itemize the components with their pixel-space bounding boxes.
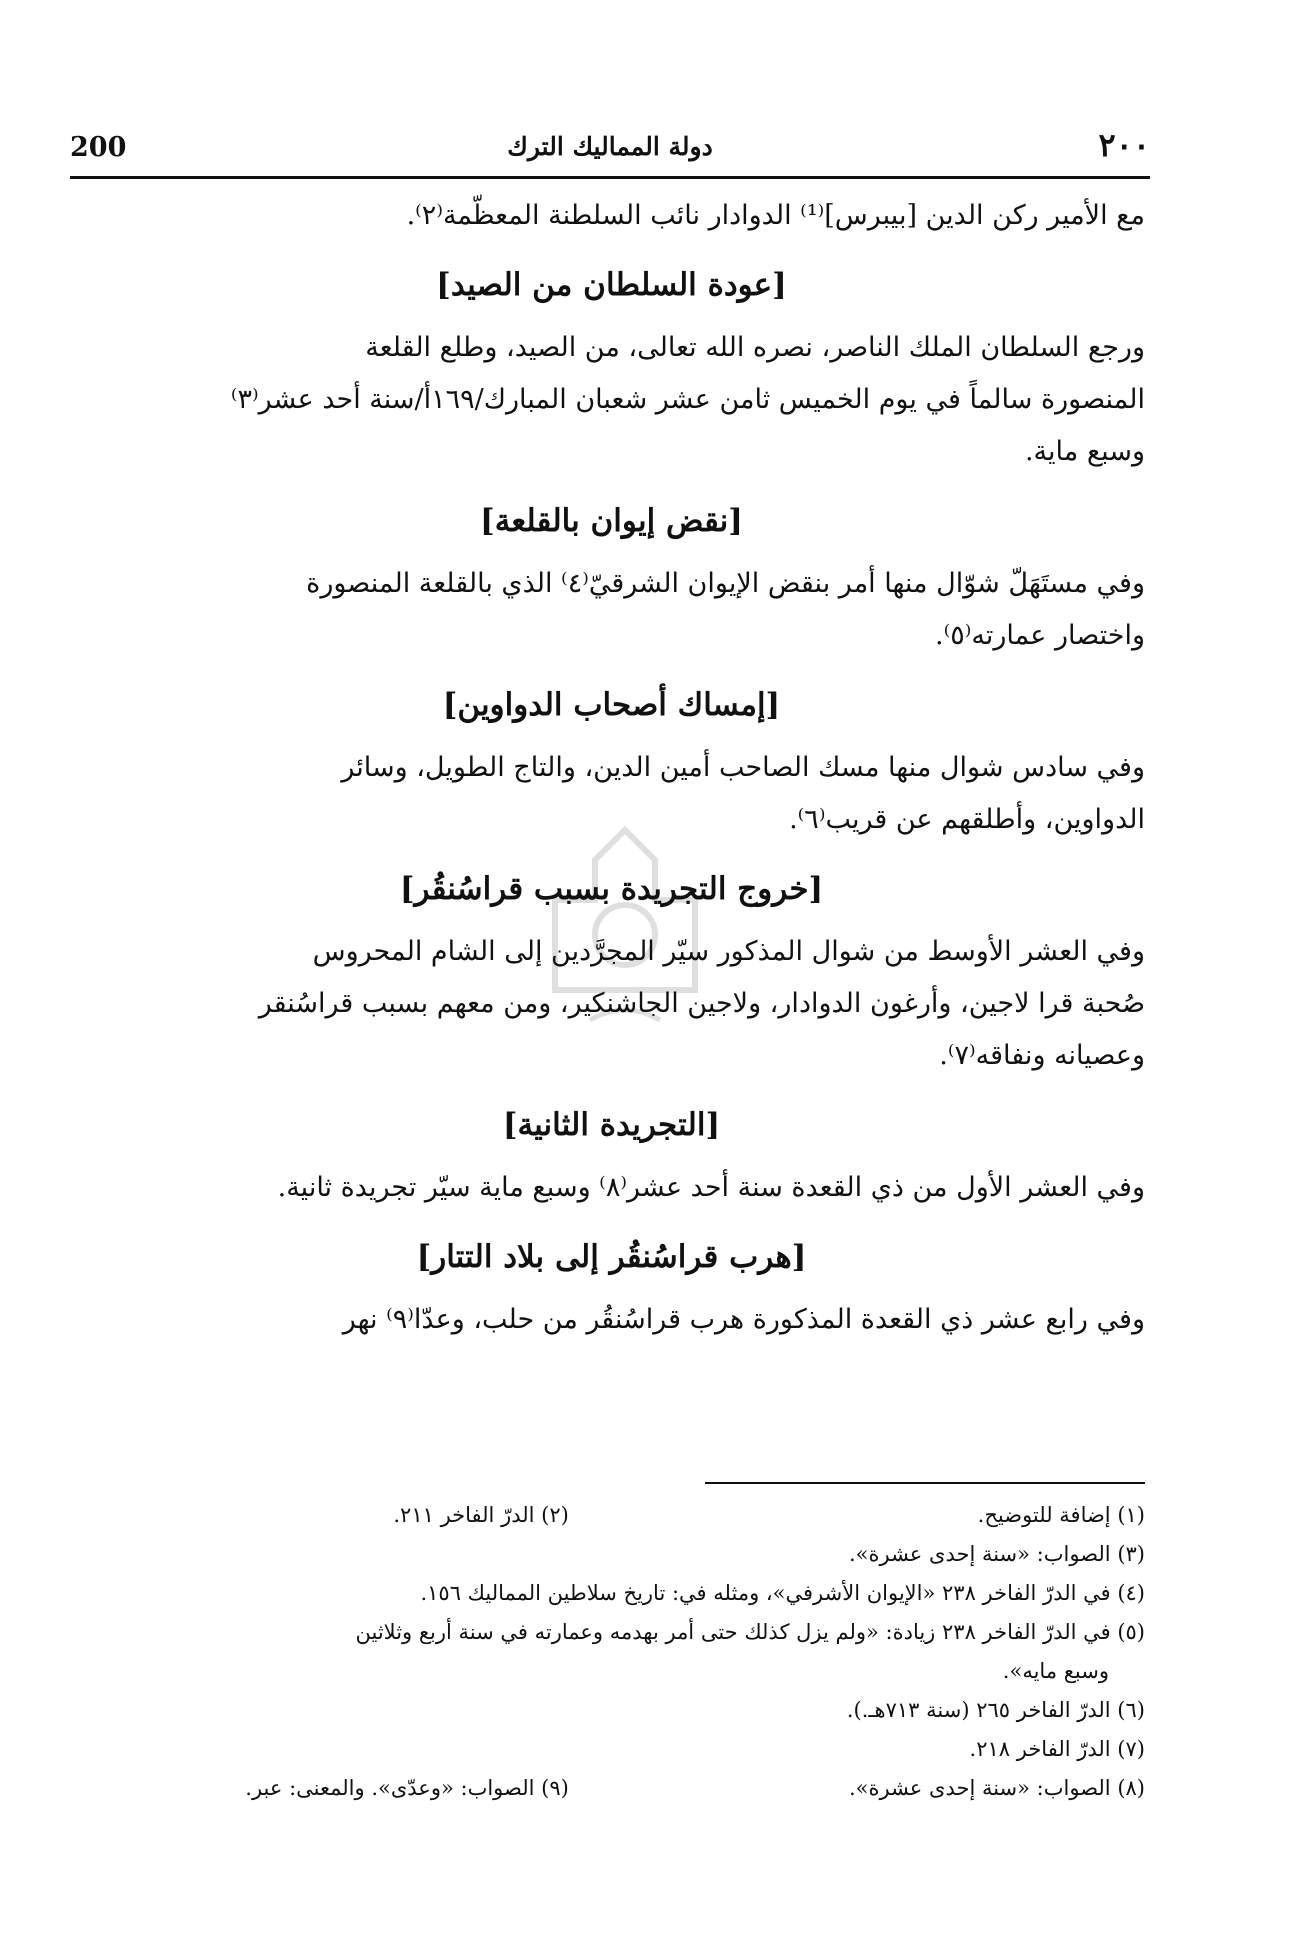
section-heading: [عودة السلطان من الصيد]	[436, 267, 787, 303]
text-line: مع الأمير ركن الدين [بيبرس]⁽¹⁾ الدوادار نائب السلطنة المعظّمة⁽٢⁾.	[406, 200, 1145, 231]
section-heading: [خروج التجريدة بسبب قراسُنقُر]	[399, 871, 824, 907]
footnote-8: (٨) الصواب: «سنة إحدى عشرة».	[848, 1776, 1145, 1800]
footnote-6: (٦) الدرّ الفاخر ٢٦٥ (سنة ٧١٣هـ.).	[846, 1698, 1145, 1722]
text-line: وسبع ماية.	[1024, 436, 1145, 467]
footnote-5-continued: وسبع مايه».	[1002, 1659, 1109, 1683]
page-number-arabic: ٢٠٠	[1098, 126, 1150, 164]
text-line: صُحبة قرا لاجين، وأرغون الدوادار، ولاجين الجاشنكير، ومن معهم بسبب قراسُنقر	[258, 988, 1145, 1019]
footnote-2: (٢) الدرّ الفاخر ٢١١.	[393, 1503, 569, 1527]
header-rule	[70, 176, 1150, 179]
footnote-row	[78, 1496, 1145, 1535]
footnote-1: (١) إضافة للتوضيح.	[977, 1503, 1145, 1527]
footnotes	[78, 1496, 1145, 1808]
footnote-3: (٣) الصواب: «سنة إحدى عشرة».	[848, 1542, 1145, 1566]
section-heading: [إمساك أصحاب الدواوين]	[442, 687, 781, 723]
page-number-latin: 200	[70, 132, 127, 163]
footnote-5: (٥) في الدرّ الفاخر ٢٣٨ زيادة: «ولم يزل كذلك حتى أمر بهدمه وعمارته في سنة أربع وثلاثين	[355, 1620, 1145, 1644]
text-line: ورجع السلطان الملك الناصر، نصره الله تعالى، من الصيد، وطلع القلعة	[365, 332, 1145, 363]
main-text	[78, 190, 1145, 1346]
text-line: المنصورة سالماً في يوم الخميس ثامن عشر شعبان المبارك/١٦٩أ/سنة أحد عشر⁽٣⁾	[230, 384, 1145, 415]
footnote-7: (٧) الدرّ الفاخر ٢١٨.	[969, 1737, 1145, 1761]
footnote-9: (٩) الصواب: «وعدّى». والمعنى: عبر.	[245, 1776, 569, 1800]
text-line: وفي مستَهَلّ شوّال منها أمر بنقض الإيوان الشرقيّ⁽٤⁾ الذي بالقلعة المنصورة	[306, 568, 1145, 599]
text-line: وفي العشر الأوسط من شوال المذكور سيّر المجرَّدين إلى الشام المحروس	[312, 936, 1145, 967]
text-line: واختصار عمارته⁽٥⁾.	[935, 620, 1145, 651]
text-line: الدواوين، وأطلقهم عن قريب⁽٦⁾.	[789, 804, 1145, 835]
section-heading: [هرب قراسُنقُر إلى بلاد التتار]	[416, 1239, 807, 1275]
running-title: دولة المماليك الترك	[507, 132, 713, 161]
page-header	[70, 118, 1150, 178]
text-line: وفي سادس شوال منها مسك الصاحب أمين الدين، والتاج الطويل، وسائر	[341, 752, 1145, 783]
section-heading: [نقض إيوان بالقلعة]	[480, 503, 743, 539]
text-line: وفي العشر الأول من ذي القعدة سنة أحد عشر⁽٨⁾ وسبع ماية سيّر تجريدة ثانية.	[277, 1172, 1145, 1203]
text-line: وفي رابع عشر ذي القعدة المذكورة هرب قراسُنقُر من حلب، وعدّا⁽٩⁾ نهر	[342, 1304, 1145, 1335]
section-heading: [التجريدة الثانية]	[502, 1107, 721, 1143]
footnote-row	[78, 1769, 1145, 1808]
text-line: وعصيانه ونفاقه⁽٧⁾.	[939, 1040, 1145, 1071]
footnote-4: (٤) في الدرّ الفاخر ٢٣٨ «الإيوان الأشرفي»، ومثله في: تاريخ سلاطين المماليك ١٥٦.	[420, 1581, 1145, 1605]
footnote-rule	[705, 1482, 1145, 1484]
